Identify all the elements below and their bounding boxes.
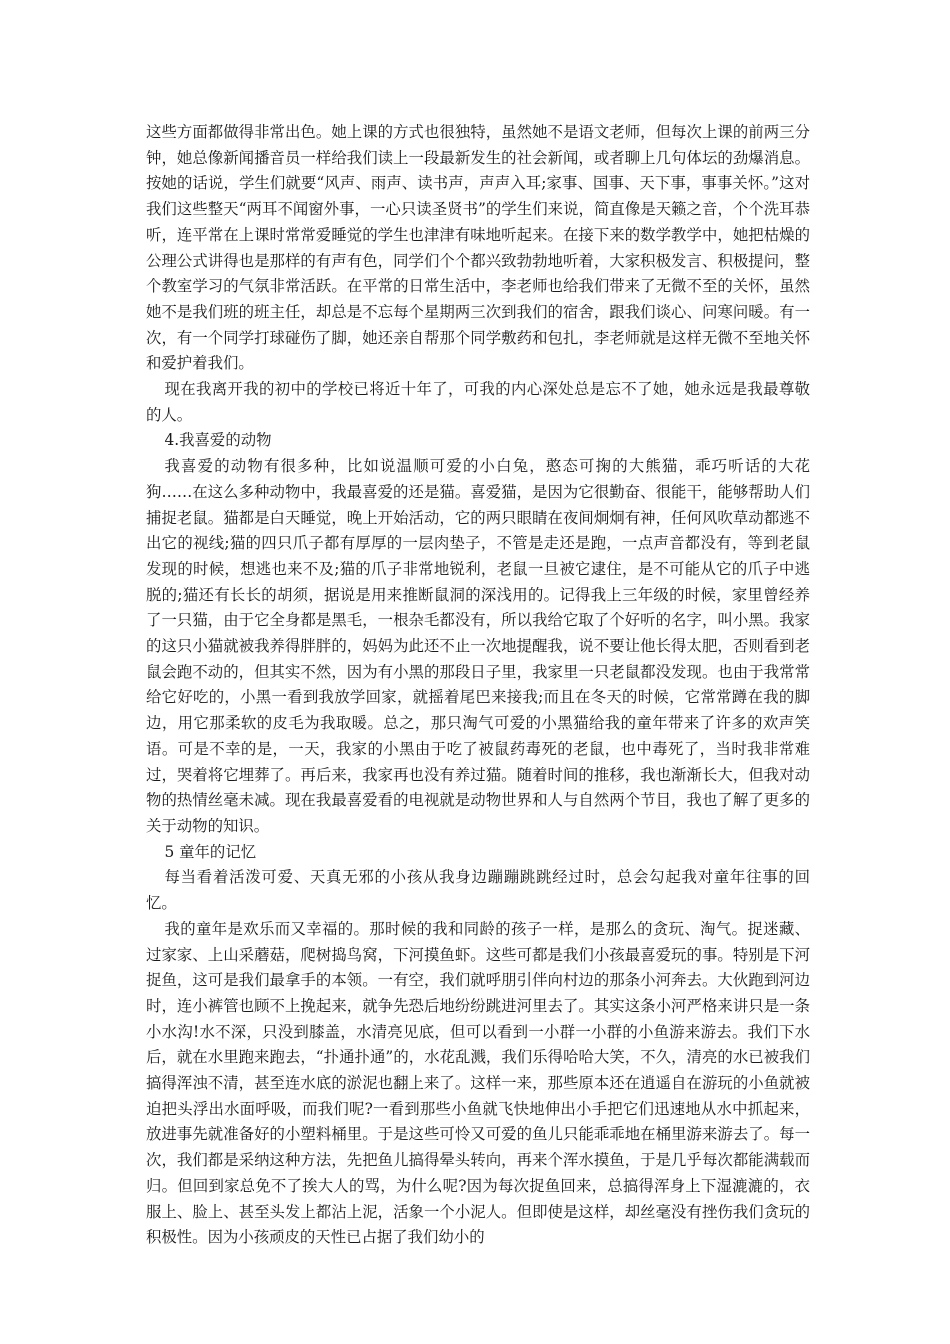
document-body <box>146 120 810 1251</box>
paragraph-teacher-care: 这些方面都做得非常出色。她上课的方式也很独特，虽然她不是语文老师，但每次上课的前两三分钟，她总像新闻播音员一样给我们读上一段最新发生的社会新闻，或者聊上几句体坛的劲爆消息。按她的话说，学生们就要“风声、雨声、读书声，声声入耳;家事、国事、天下事，事事关怀。”这对我们这些整天“两耳不闻窗外事，一心只读圣贤书”的学生们来说，简直像是天籁之音，个个洗耳恭听，连平常在上课时常常爱睡觉的学生也津津有味地听起来。在接下来的数学教学中，她把枯燥的公理公式讲得也是那样的有声有色，同学们个个都兴致勃勃地听着，大家积极发言、积极提问，整个教室学习的气氛非常活跃。在平常的日常生活中，李老师也给我们带来了无微不至的关怀，虽然她不是我们班的班主任，却总是不忘每个星期两三次到我们的宿舍，跟我们谈心、问寒问暖。有一次，有一个同学打球碰伤了脚，她还亲自帮那个同学敷药和包扎，李老师就是这样无微不至地关怀和爱护着我们。 <box>146 123 810 373</box>
paragraph-teacher-respect: 现在我离开我的初中的学校已将近十年了，可我的内心深处总是忘不了她，她永远是我最尊敬的人。 <box>146 380 810 424</box>
section-heading-childhood-memory: 5 童年的记忆 <box>164 842 257 861</box>
section-heading-favorite-animal: 4.我喜爱的动物 <box>164 431 272 450</box>
paragraph-favorite-animal: 我喜爱的动物有很多种，比如说温顺可爱的小白兔，憨态可掬的大熊猫，乖巧听话的大花狗……在这么多种动物中，我最喜爱的还是猫。喜爱猫，是因为它很勤奋、很能干，能够帮助人们捕捉老鼠。猫都是白天睡觉，晚上开始活动，它的两只眼睛在夜间炯炯有神，任何风吹草动都逃不出它的视线;猫的四只爪子都有厚厚的一层肉垫子，不管是走还是跑，一点声音都没有，等到老鼠发现的时候，想逃也来不及;猫的爪子非常地锐利，老鼠一旦被它逮住，是不可能从它的爪子中逃脱的;猫还有长长的胡须，据说是用来推断鼠洞的深浅用的。记得我上三年级的时候，家里曾经养了一只猫，由于它全身都是黑毛，一根杂毛都没有，所以我给它取了个好听的名字，叫小黑。我家的这只小猫就被我养得胖胖的，妈妈为此还不止一次地提醒我，说不要让他长得太肥，否则看到老鼠会跑不动的，但其实不然，因为有小黑的那段日子里，我家里一只老鼠都没发现。也由于我常常给它好吃的，小黑一看到我放学回家，就摇着尾巴来接我;而且在冬天的时候，它常常蹲在我的脚边，用它那柔软的皮毛为我取暖。总之，那只淘气可爱的小黑猫给我的童年带来了许多的欢声笑语。可是不幸的是，一天，我家的小黑由于吃了被鼠药毒死的老鼠，也中毒死了，当时我非常难过，哭着将它埋葬了。再后来，我家再也没有养过猫。随着时间的推移，我也渐渐长大，但我对动物的热情丝毫未减。现在我最喜爱看的电视就是动物世界和人与自然两个节目，我也了解了更多的关于动物的知识。 <box>146 457 810 835</box>
paragraph-childhood-fishing: 我的童年是欢乐而又幸福的。那时候的我和同龄的孩子一样，是那么的贪玩、淘气。捉迷藏、过家家、上山采蘑菇，爬树捣鸟窝，下河摸鱼虾。这些可都是我们小孩最喜爱玩的事。特别是下河捉鱼，这可是我们最拿手的本领。一有空，我们就呼朋引伴向村边的那条小河奔去。大伙跑到河边时，连小裤管也顾不上挽起来，就争先恐后地纷纷跳进河里去了。其实这条小河严格来讲只是一条小水沟!水不深，只没到膝盖，水清亮见底，但可以看到一小群一小群的小鱼游来游去。我们下水后，就在水里跑来跑去，“扑通扑通”的，水花乱溅，我们乐得哈哈大笑，不久，清亮的水已被我们搞得浑浊不清，甚至连水底的淤泥也翻上来了。这样一来，那些原本还在逍遥自在游玩的小鱼就被迫把头浮出水面呼吸，而我们呢?一看到那些小鱼就飞快地伸出小手把它们迅速地从水中抓起来，放进事先就准备好的小塑料桶里。于是这些可怜又可爱的鱼儿只能乖乖地在桶里游来游去了。每一次，我们都是采纳这种方法，先把鱼儿搞得晕头转向，再来个浑水摸鱼，于是几乎每次都能满载而归。但回到家总免不了挨大人的骂，为什么呢?因为每次捉鱼回来，总搞得浑身上下湿漉漉的，衣服上、脸上、甚至头发上都沾上泥，活象一个小泥人。但即使是这样，却丝毫没有挫伤我们贪玩的积极性。因为小孩顽皮的天性已占据了我们幼小的 <box>146 919 810 1247</box>
paragraph-childhood-intro: 每当看着活泼可爱、天真无邪的小孩从我身边蹦蹦跳跳经过时，总会勾起我对童年往事的回忆。 <box>146 868 810 913</box>
